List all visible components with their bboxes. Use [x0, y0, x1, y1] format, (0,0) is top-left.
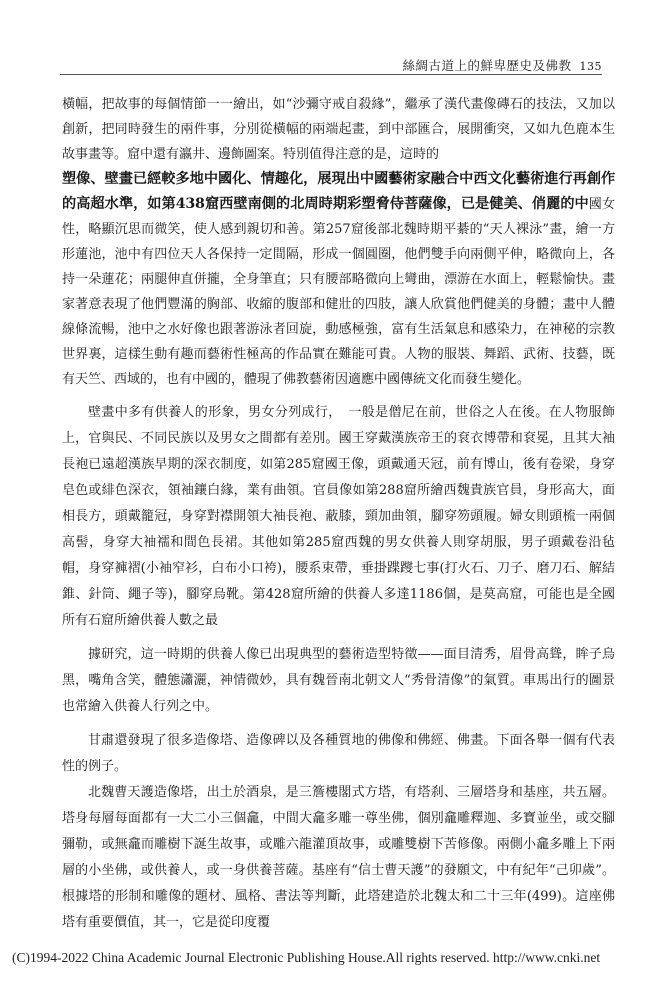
copyright-footer: (C)1994-2022 China Academic Journal Electronic Publishing House.All rights reserved. http://www.cnki.net [12, 950, 601, 965]
paragraph-4: 據研究，這一時期的供養人像已出現典型的藝術造型特徵——面目清秀，眉骨高聳，眸子烏黑，嘴角含笑，體態瀟灑，神情微妙，具有魏晉南北朝文人“秀骨清像”的氣質。車馬出行的圖景也常繪入供養人行列之中。 [62, 647, 615, 714]
paragraph-2 [62, 167, 615, 392]
header-title: 絲綢古道上的鮮卑歷史及佛教 [402, 58, 572, 73]
paragraph-3: 壁畫中多有供養人的形象，男女分列成行， 一般是僧尼在前，世俗之人在後。在人物服飾上，官與民、不同民族以及男女之間都有差別。國王穿戴漢族帝王的袞衣博帶和袞冕，且其大袖長袍已遠超漢族早期的深衣制度，如第285窟國王像，頭戴通天冠，前有博山，後有卷梁，身穿皂色或緋色深衣，領袖鑲白緣，業有曲領。官員像如第288窟所繪西魏貴族官員，身形高大，面相長方，頭戴籠冠，身穿對襟開領大袖長袍、蔽膝，頸加曲領，腳穿笏頭履。婦女則頭梳一兩個高髻，身穿大袖襦和間色長裙。其他如第285窟西魏的男女供養人則穿胡服，男子頭戴卷沿毡帽，身穿褲褶(小袖窄衫，白布小口袴)，腰系束帶，垂掛蹀躞七事(打火石、刀子、磨刀石、解結錐、針筒、繩子等)，腳穿烏靴。第428窟所繪的供養人多達1186個，是莫高窟，可能也是全國所有石窟所繪供養人數之最 [62, 405, 615, 628]
paragraph-1: 橫幅，把故事的每個情節一一繪出，如“沙彌守戒自殺緣”，繼承了漢代畫像磚石的技法，又加以創新，把同時發生的兩件事，分別從橫幅的兩端起畫，到中部匯合，展開衝突，又如九色鹿本生故事畫等。窟中還有瀛井、邊飾圖案。特別值得注意的是，這時的 [62, 97, 615, 162]
paragraph-5: 甘肅還發現了很多造像塔、造像碑以及各種質地的佛像和佛經、佛畫。下面各舉一個有代表性的例子。 [62, 733, 615, 774]
paragraph-2-text: 國女性，略顯沉思而微笑，使人感到親切和善。第257窟後部北魏時期平綦的“天人裸泳”畫，繪一方形蓮池，池中有四位天人各保持一定間隔，形成一個圓圈，他們雙手向兩側平伸，略微向上，各持一朵蓮花；兩腿伸直併攏，全身筆直；只有腰部略微向上彎曲，漂游在水面上，輕鬆愉快。畫家著意表現了他們豐滿的胸部、收縮的腹部和健壯的四肢，讓人欣賞他們健美的身體；畫中人體線條流暢，池中之水好像也跟著游泳者回旋，動感極強，富有生活氣息和感染力，在神秘的宗教世界裏，這樣生動有趣而藝術性極高的作品實在難能可貴。人物的服裝、舞蹈、武術、技藝，既有天竺、西域的，也有中國的，體現了佛教藝術因適應中國傳統文化而發生變化。 [62, 197, 615, 387]
paragraph-6: 北魏曹天護造像塔，出土於酒泉，是三簷樓閣式方塔，有塔刹、三層塔身和基座，共五層。塔身每層每面都有一大二小三個龕，中間大龕多雕一尊坐佛，個別龕雕釋迦、多寶並坐，或交腳彌勒，或無龕而雕樹下誕生故事，或雕六龍灌頂故事，或雕雙樹下苦修像。兩側小龕多雕上下兩層的小坐佛，或供養人，或一身供養菩薩。基座有“信士曹天護”的發願文，中有紀年“己卯歲”。根據塔的形制和雕像的題材、風格、書法等判斷，此塔建造於北魏太和二十三年(499)。這座佛塔有重要價值，其一，它是從印度覆 [62, 785, 615, 930]
page-number: 135 [579, 60, 602, 73]
emphasized-text: 塑像、壁畫已經較多地中國化、情趣化，展現出中國藝術家融合中西文化藝術進行再創作的高超水準，如第438窟西壁南側的北周時期彩塑脅侍菩薩像，已是健美、俏麗的中 [62, 171, 615, 212]
article-body [62, 92, 615, 936]
running-header [402, 56, 602, 74]
header-rule [60, 74, 602, 75]
